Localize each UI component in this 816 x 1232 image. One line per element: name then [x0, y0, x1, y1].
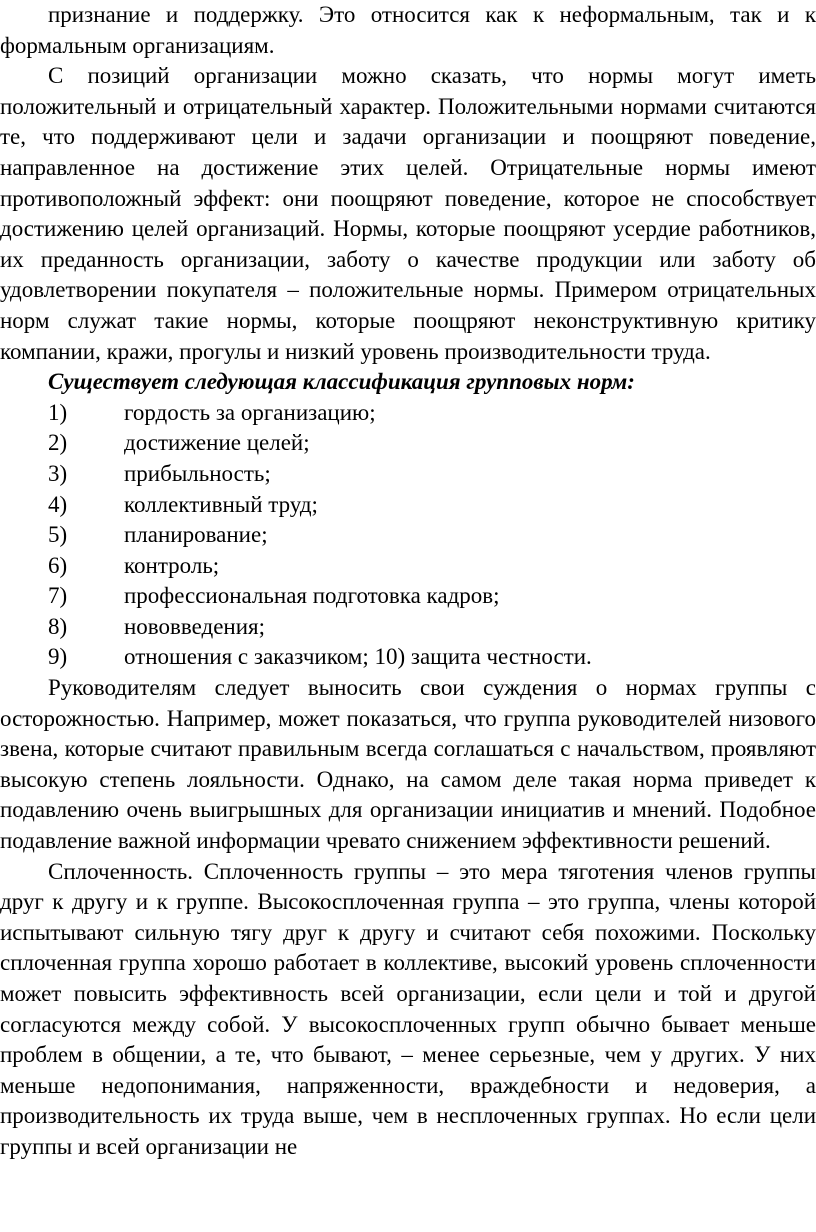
list-text: прибыльность;: [124, 460, 271, 486]
list-text: контроль;: [124, 552, 220, 578]
list-item: [0, 428, 816, 459]
list-item: [0, 612, 816, 643]
paragraph-managers-judgement: Руководителям следует выносить свои суждения о нормах группы с осторожностью. Например, может показаться, что группа руководителей низового звена, которые считают правильным всегда соглашаться с начальством, проявляют высокую степень лояльности. Однако, на самом деле такая норма приведет к подавлению очень выигрышных для организации инициатив и мнений. Подобное подавление важной информации чревато снижением эффективности решений.: [0, 675, 816, 854]
list-item: [0, 520, 816, 551]
list-text: отношения с заказчиком; 10) защита честности.: [124, 644, 592, 670]
list-text: нововведения;: [124, 613, 265, 639]
list-number: 7): [48, 583, 68, 609]
list-text: профессиональная подготовка кадров;: [124, 583, 500, 609]
list-text: гордость за организацию;: [124, 399, 376, 425]
list-number: 9): [48, 644, 68, 670]
paragraph-cohesion: Сплоченность. Сплоченность группы – это мера тяготения членов группы друг к другу и к группе. Высокосплоченная группа – это группа, члены которой испытывают сильную тягу друг к другу и считают себя похожими. Поскольку сплоченная группа хорошо работает в коллективе, высокий уровень сплоченности может повысить эффективность всей организации, если цели и той и другой согласуются между собой. У высокосплоченных групп обычно бывает меньше проблем в общении, а те, что бывают, – менее серьезные, чем у других. У них меньше недопонимания, напряженности, враждебности и недоверия, а производительность их труда выше, чем в несплоченных группах. Но если цели группы и всей организации не: [0, 858, 816, 1159]
paragraph-norms-character: С позиций организации можно сказать, что нормы могут иметь положительный и отрицательный характер. Положительными нормами считаются те, что поддерживают цели и задачи организации и поощряют поведение, направленное на достижение этих целей. Отрицательные нормы имеют противоположный эффект: они поощряют поведение, которое не способствует достижению целей организаций. Нормы, которые поощряют усердие работников, их преданность организации, заботу о качестве продукции или заботу об удовлетворении покупателя – положительные нормы. Примером отрицательных норм служат такие нормы, которые поощряют неконструктивную критику компании, кражи, прогулы и низкий уровень производительности труда.: [0, 63, 816, 364]
list-item: [0, 490, 816, 521]
list-number: 1): [48, 399, 68, 425]
list-item: [0, 551, 816, 582]
list-text: планирование;: [124, 522, 268, 548]
list-number: 3): [48, 460, 68, 486]
list-item: [0, 642, 816, 673]
list-number: 4): [48, 491, 68, 517]
list-item: [0, 459, 816, 490]
norms-list: [0, 398, 816, 673]
list-item: [0, 581, 816, 612]
list-text: достижение целей;: [124, 430, 310, 456]
list-number: 8): [48, 613, 68, 639]
list-item: [0, 398, 816, 429]
list-number: 6): [48, 552, 68, 578]
list-number: 5): [48, 522, 68, 548]
list-number: 2): [48, 430, 68, 456]
paragraph-continuation: признание и поддержку. Это относится как к неформальным, так и к формальным организациям.: [0, 2, 816, 58]
list-text: коллективный труд;: [124, 491, 318, 517]
classification-heading: Существует следующая классификация групповых норм:: [48, 369, 635, 395]
